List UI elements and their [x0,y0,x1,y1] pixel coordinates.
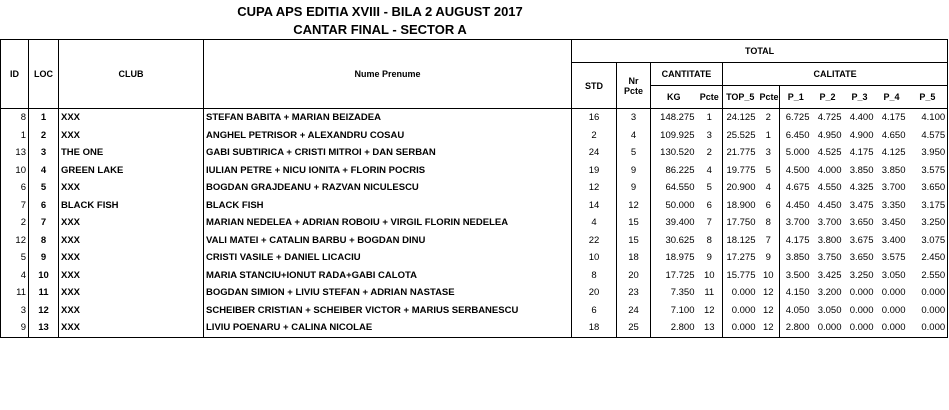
row-loc: 11 [29,284,59,302]
header-club: CLUB [59,40,204,109]
row-p3: 4.325 [849,182,874,194]
row-name: IULIAN PETRE + NICU IONITA + FLORIN POCRIS [204,162,572,180]
header-total: TOTAL [572,40,948,63]
row-p4: 3.450 [881,217,906,229]
row-nr-pcte: 9 [617,162,651,180]
row-std: 6 [572,302,617,320]
row-pcte-cantitate: 5 [697,179,723,197]
row-club: XXX [59,179,204,197]
row-club: XXX [59,109,204,127]
table-row [1,162,948,180]
row-p5: 0.000 [908,302,948,320]
page-title: CUPA APS EDITIA XVIII - BILA 2 AUGUST 2017 [237,4,523,19]
row-p2: 3.700 [817,217,842,229]
row-p1: 4.175 [785,234,810,246]
row-id: 1 [1,127,29,145]
row-p1: 4.450 [785,199,810,211]
row-nr-pcte: 18 [617,249,651,267]
row-p1: 6.725 [785,112,810,124]
row-p5: 2.450 [908,249,948,267]
row-kg: 64.550 [665,182,695,194]
row-pcte-cantitate: 6 [697,197,723,215]
row-pcte-calitate: 12 [758,302,780,320]
row-std: 4 [572,214,617,232]
row-pcte-cantitate: 2 [697,144,723,162]
row-std: 10 [572,249,617,267]
row-std: 22 [572,232,617,250]
row-top5: 20.900 [726,182,756,194]
row-pcte-cantitate: 9 [697,249,723,267]
row-kg: 86.225 [665,164,695,176]
row-club: XXX [59,127,204,145]
row-pcte-cantitate: 12 [697,302,723,320]
row-nr-pcte: 9 [617,179,651,197]
row-p5: 3.575 [908,162,948,180]
row-top5: 17.275 [726,252,756,264]
row-p1: 4.150 [785,287,810,299]
row-nr-pcte: 20 [617,267,651,285]
header-id: ID [1,40,29,109]
table-row [1,214,948,232]
row-pcte-calitate: 4 [758,179,780,197]
header-pcte-calitate: Pcte [758,86,780,109]
row-std: 24 [572,144,617,162]
row-p5: 3.950 [908,144,948,162]
row-p1: 4.500 [785,164,810,176]
row-pcte-calitate: 5 [758,162,780,180]
header-p4: P_4 [876,86,908,109]
row-nr-pcte: 15 [617,232,651,250]
row-id: 10 [1,162,29,180]
row-loc: 9 [29,249,59,267]
header-calitate: CALITATE [723,63,948,86]
row-loc: 3 [29,144,59,162]
row-p4: 3.050 [881,269,906,281]
row-p4: 0.000 [881,304,906,316]
row-id: 5 [1,249,29,267]
row-pcte-calitate: 9 [758,249,780,267]
row-club: THE ONE [59,144,204,162]
header-p1: P_1 [780,86,812,109]
row-p4: 3.350 [881,199,906,211]
row-top5: 17.750 [726,217,756,229]
row-std: 18 [572,319,617,337]
row-p5: 4.100 [908,109,948,127]
row-p2: 4.450 [817,199,842,211]
results-table [0,39,948,338]
row-kg: 2.800 [651,319,697,337]
row-p3: 4.400 [849,112,874,124]
row-p1: 6.450 [785,129,810,141]
row-std: 8 [572,267,617,285]
row-pcte-cantitate: 3 [697,127,723,145]
row-loc: 7 [29,214,59,232]
row-nr-pcte: 4 [617,127,651,145]
row-p1: 3.850 [785,252,810,264]
header-loc: LOC [29,40,59,109]
row-club: XXX [59,267,204,285]
row-pcte-calitate: 7 [758,232,780,250]
row-p2: 3.050 [817,304,842,316]
row-pcte-cantitate: 10 [697,267,723,285]
header-cantitate: CANTITATE [651,63,723,86]
row-p4: 4.125 [881,147,906,159]
table-row [1,197,948,215]
table-row [1,319,948,337]
row-kg: 7.100 [670,304,695,316]
row-club: XXX [59,232,204,250]
row-p4: 3.700 [881,182,906,194]
row-pcte-calitate: 8 [758,214,780,232]
row-p5: 3.250 [908,214,948,232]
row-top5: 18.125 [726,234,756,246]
row-top5: 18.900 [726,199,756,211]
row-p3: 3.650 [849,217,874,229]
row-name: BLACK FISH [204,197,572,215]
header-kg: KG [651,86,697,109]
row-p4: 0.000 [876,319,908,337]
row-top5: 21.775 [726,147,756,159]
row-p1: 4.050 [785,304,810,316]
row-p2: 3.750 [817,252,842,264]
header-nume: Nume Prenume [204,40,572,109]
row-top5: 0.000 [731,287,756,299]
row-nr-pcte: 15 [617,214,651,232]
row-top5: 25.525 [726,129,756,141]
header-p2: P_2 [812,86,844,109]
row-name: GABI SUBTIRICA + CRISTI MITROI + DAN SERBAN [204,144,572,162]
row-p5: 0.000 [908,319,948,337]
table-row [1,144,948,162]
row-top5: 19.775 [726,164,756,176]
row-id: 2 [1,214,29,232]
row-name: ANGHEL PETRISOR + ALEXANDRU COSAU [204,127,572,145]
row-p3: 3.850 [849,164,874,176]
row-p2: 4.725 [817,112,842,124]
row-nr-pcte: 24 [617,302,651,320]
row-p2: 4.525 [817,147,842,159]
row-p3: 0.000 [849,287,874,299]
row-p4: 4.650 [881,129,906,141]
row-club: XXX [59,249,204,267]
header-top5: TOP_5 [723,86,758,109]
row-id: 4 [1,267,29,285]
row-loc: 6 [29,197,59,215]
page-subtitle: CANTAR FINAL - SECTOR A [293,22,467,37]
row-top5: 0.000 [731,304,756,316]
row-kg: 130.520 [660,147,695,159]
row-p1: 4.675 [785,182,810,194]
row-p5: 3.650 [908,179,948,197]
row-p1: 3.500 [785,269,810,281]
row-name: STEFAN BABITA + MARIAN BEIZADEA [204,109,572,127]
row-pcte-cantitate: 8 [697,232,723,250]
row-kg: 50.000 [665,199,695,211]
row-id: 3 [1,302,29,320]
row-p4: 3.575 [881,252,906,264]
header-std: STD [572,63,617,109]
header-nr-pcte [617,63,651,109]
row-name: BOGDAN SIMION + LIVIU STEFAN + ADRIAN NASTASE [204,284,572,302]
row-pcte-cantitate: 13 [697,319,723,337]
row-loc: 4 [29,162,59,180]
row-p4: 0.000 [881,287,906,299]
row-p3: 3.675 [849,234,874,246]
row-p1: 3.700 [785,217,810,229]
row-kg: 109.925 [660,129,695,141]
row-p3: 3.250 [849,269,874,281]
header-p5: P_5 [908,86,948,109]
row-p1: 5.000 [785,147,810,159]
row-loc: 5 [29,179,59,197]
row-nr-pcte: 25 [617,319,651,337]
row-std: 2 [572,127,617,145]
table-row [1,232,948,250]
row-kg: 17.725 [665,269,695,281]
row-std: 12 [572,179,617,197]
row-nr-pcte: 23 [617,284,651,302]
table-row [1,249,948,267]
row-pcte-cantitate: 4 [697,162,723,180]
row-club: XXX [59,302,204,320]
row-loc: 8 [29,232,59,250]
table-row [1,267,948,285]
row-pcte-cantitate: 11 [697,284,723,302]
row-id: 13 [1,144,29,162]
row-id: 12 [1,232,29,250]
row-p2: 4.950 [817,129,842,141]
row-club: BLACK FISH [59,197,204,215]
row-name: MARIAN NEDELEA + ADRIAN ROBOIU + VIRGIL FLORIN NEDELEA [204,214,572,232]
row-pcte-calitate: 1 [758,127,780,145]
header-pcte: Pcte [623,85,643,96]
row-name: SCHEIBER CRISTIAN + SCHEIBER VICTOR + MARIUS SERBANESCU [204,302,572,320]
table-row [1,302,948,320]
row-p4: 3.850 [881,164,906,176]
row-name: MARIA STANCIU+IONUT RADA+GABI CALOTA [204,267,572,285]
row-loc: 2 [29,127,59,145]
row-loc: 10 [29,267,59,285]
row-pcte-cantitate: 1 [697,109,723,127]
row-p2: 4.000 [817,164,842,176]
row-top5: 24.125 [726,112,756,124]
row-loc: 1 [29,109,59,127]
row-p1: 2.800 [780,319,812,337]
row-pcte-cantitate: 7 [697,214,723,232]
table-row [1,127,948,145]
table-row [1,179,948,197]
row-pcte-calitate: 6 [758,197,780,215]
row-club: GREEN LAKE [59,162,204,180]
row-p2: 3.800 [817,234,842,246]
row-p3: 0.000 [849,304,874,316]
row-nr-pcte: 5 [617,144,651,162]
row-p3: 3.475 [849,199,874,211]
row-p3: 0.000 [844,319,876,337]
row-nr-pcte: 3 [617,109,651,127]
row-pcte-calitate: 12 [758,284,780,302]
row-p4: 3.400 [881,234,906,246]
row-name: LIVIU POENARU + CALINA NICOLAE [204,319,572,337]
header-p3: P_3 [844,86,876,109]
row-p5: 2.550 [908,267,948,285]
row-name: BOGDAN GRAJDEANU + RAZVAN NICULESCU [204,179,572,197]
row-std: 14 [572,197,617,215]
row-kg: 7.350 [670,287,695,299]
row-id: 8 [1,109,29,127]
row-club: XXX [59,319,204,337]
row-pcte-calitate: 12 [758,319,780,337]
row-loc: 13 [29,319,59,337]
row-p2: 4.550 [817,182,842,194]
row-p2: 0.000 [812,319,844,337]
row-p2: 3.200 [817,287,842,299]
row-id: 7 [1,197,29,215]
header-pcte-cantitate: Pcte [697,86,723,109]
row-p3: 4.900 [849,129,874,141]
row-p5: 4.575 [908,127,948,145]
row-p4: 4.175 [881,112,906,124]
row-pcte-calitate: 3 [758,144,780,162]
table-row [1,284,948,302]
row-p5: 0.000 [908,284,948,302]
row-kg: 30.625 [665,234,695,246]
row-p5: 3.175 [908,197,948,215]
row-name: CRISTI VASILE + DANIEL LICACIU [204,249,572,267]
row-kg: 148.275 [660,112,695,124]
row-std: 16 [572,109,617,127]
row-p5: 3.075 [908,232,948,250]
row-loc: 12 [29,302,59,320]
row-top5: 0.000 [723,319,758,337]
row-std: 19 [572,162,617,180]
row-pcte-calitate: 10 [758,267,780,285]
row-kg: 18.975 [665,252,695,264]
row-top5: 15.775 [726,269,756,281]
row-p3: 3.650 [849,252,874,264]
row-name: VALI MATEI + CATALIN BARBU + BOGDAN DINU [204,232,572,250]
row-id: 6 [1,179,29,197]
row-id: 11 [1,284,29,302]
table-row [1,109,948,127]
row-id: 9 [1,319,29,337]
header-nr: Nr [628,75,639,86]
row-kg: 39.400 [665,217,695,229]
row-std: 20 [572,284,617,302]
row-p3: 4.175 [849,147,874,159]
row-club: XXX [59,214,204,232]
row-pcte-calitate: 2 [758,109,780,127]
row-p2: 3.425 [817,269,842,281]
row-club: XXX [59,284,204,302]
row-nr-pcte: 12 [617,197,651,215]
